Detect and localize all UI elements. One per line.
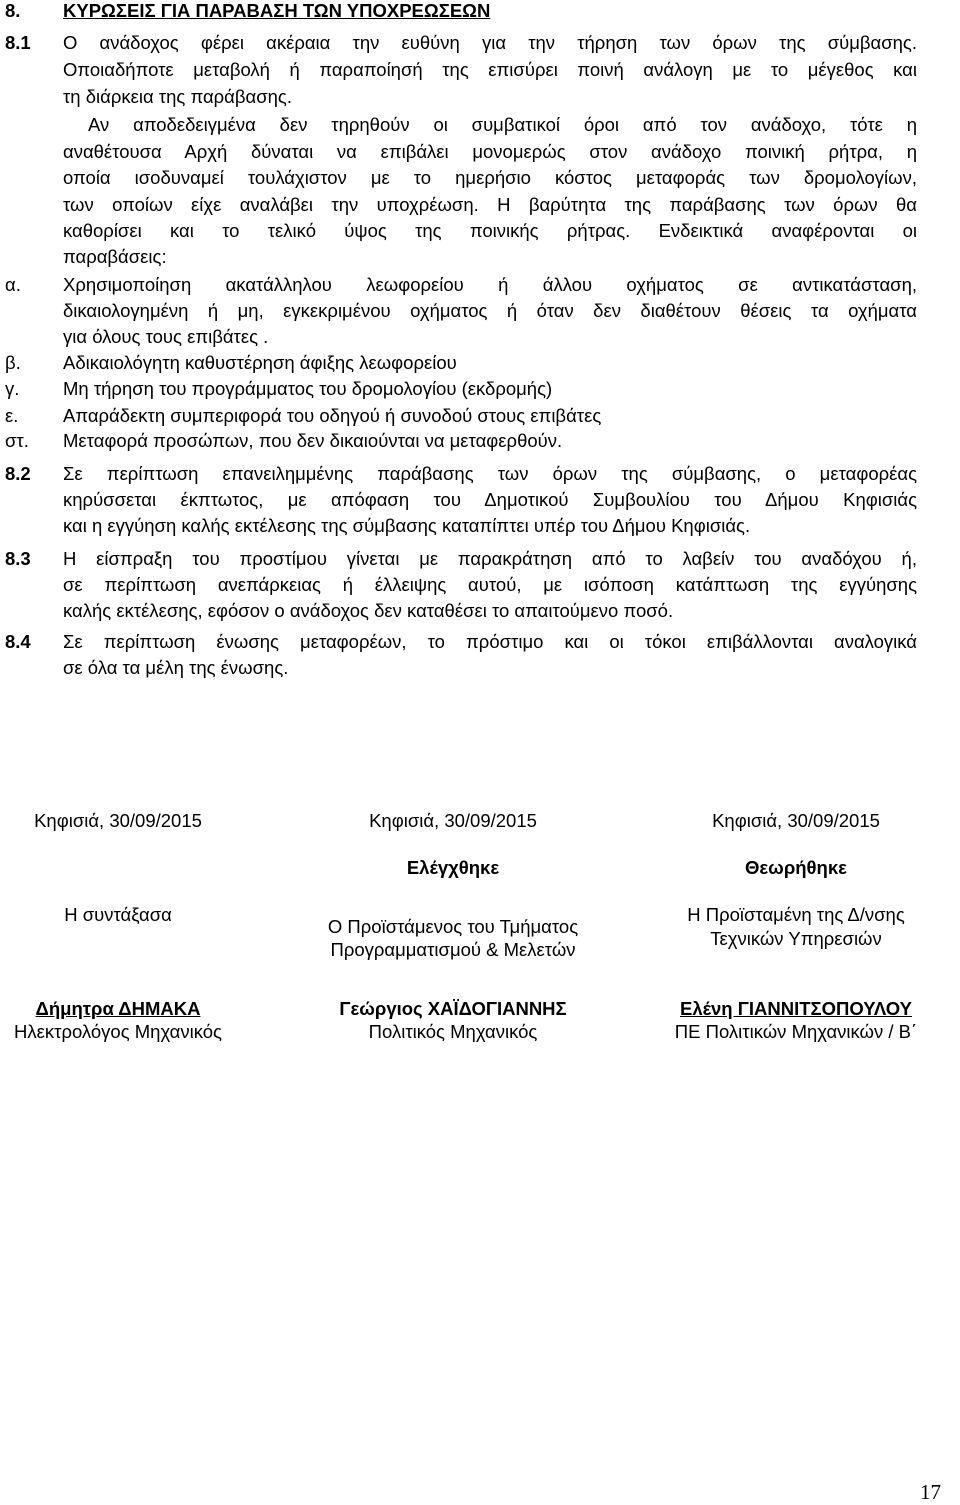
clause-number-8-4: 8.4 <box>5 631 31 652</box>
clause-8-2-line: κηρύσσεται έκπτωτος, με απόφαση του Δημοτικού Συμβουλίου του Δήμου Κηφισιάς <box>63 489 917 510</box>
signature-name: Ελένη ΓΙΑΝΝΙΤΣΟΠΟΥΛΟΥ <box>680 998 912 1019</box>
clause-8-1-para-line: των οποίων είχε αναλάβει την υποχρέωση. Η βαρύτητα της παράβασης των όρων θα <box>63 194 917 215</box>
violation-text: Μη τήρηση του προγράμματος του δρομολογίου (εκδρομής) <box>63 378 553 399</box>
clause-8-1-para-line: παραβάσεις: <box>63 246 167 267</box>
clause-8-4-line: σε όλα τα μέλη της ένωσης. <box>63 657 289 678</box>
signature-status: Θεωρήθηκε <box>745 857 847 878</box>
violation-label: ε. <box>5 405 19 426</box>
signature-role: Η Προϊσταμένη της Δ/νσης <box>687 904 905 925</box>
clause-number-8-1: 8.1 <box>5 32 31 53</box>
page-number: 17 <box>920 1480 941 1504</box>
violation-label: β. <box>5 352 21 373</box>
signature-date: Κηφισιά, 30/09/2015 <box>369 810 537 831</box>
clause-8-1-para-line: οποία ισοδυναμεί τουλάχιστον με το ημερήσιο κόστος μεταφοράς των δρομολογίων, <box>63 167 917 188</box>
clause-8-1-line: Οποιαδήποτε μεταβολή ή παραποίησή της επισύρει ποινή ανάλογη με το μέγεθος και <box>63 59 917 80</box>
signature-date: Κηφισιά, 30/09/2015 <box>712 810 880 831</box>
clause-8-1-line: Ο ανάδοχος φέρει ακέραια την ευθύνη για την τήρηση των όρων της σύμβασης. <box>63 32 917 53</box>
signature-title: ΠΕ Πολιτικών Μηχανικών / Β΄ <box>674 1021 918 1042</box>
violation-text: για όλους τους επιβάτες . <box>63 326 269 347</box>
violation-text: Αδικαιολόγητη καθυστέρηση άφιξης λεωφορείου <box>63 352 457 373</box>
signature-status: Ελέγχθηκε <box>406 857 500 878</box>
violation-label: γ. <box>5 378 20 399</box>
clause-8-3-line: σε περίπτωση ανεπάρκειας ή έλλειψης αυτού, με ισόποση κατάπτωση της εγγύησης <box>63 574 917 595</box>
violation-text: Χρησιμοποίηση ακατάλληλου λεωφορείου ή άλλου οχήματος σε αντικατάσταση, <box>63 274 917 295</box>
section-number: 8. <box>5 0 21 21</box>
signature-role: Η συντάξασα <box>64 904 172 925</box>
clause-8-1-para-line: Αν αποδεδειγμένα δεν τηρηθούν οι συμβατικοί όροι από τον ανάδοχο, τότε η <box>88 114 917 135</box>
violation-label: στ. <box>5 430 29 451</box>
section-title: ΚΥΡΩΣΕΙΣ ΓΙΑ ΠΑΡΑΒΑΣΗ ΤΩΝ ΥΠΟΧΡΕΩΣΕΩΝ <box>63 0 491 21</box>
signature-date: Κηφισιά, 30/09/2015 <box>34 810 202 831</box>
clause-8-2-line: Σε περίπτωση επανειλημμένης παράβασης των όρων της σύμβασης, ο μεταφορέας <box>63 463 917 484</box>
violation-text: Μεταφορά προσώπων, που δεν δικαιούνται να μεταφερθούν. <box>63 430 563 451</box>
signature-role: Ο Προϊστάμενος του Τμήματος <box>327 916 579 937</box>
signature-title: Πολιτικός Μηχανικός <box>368 1021 538 1042</box>
clause-8-1-para-line: αναθέτουσα Αρχή δύναται να επιβάλει μονομερώς στον ανάδοχο ποινική ρήτρα, η <box>63 141 917 162</box>
violation-text: δικαιολογημένη ή μη, εγκεκριμένου οχήματος ή όταν δεν διαθέτουν θέσεις τα οχήματα <box>63 300 917 321</box>
clause-number-8-2: 8.2 <box>5 463 31 484</box>
signature-name: Γεώργιος ΧΑΪΔΟΓΙΑΝΝΗΣ <box>339 998 567 1019</box>
clause-8-1-line: τη διάρκεια της παράβασης. <box>63 86 292 107</box>
signature-title: Ηλεκτρολόγος Μηχανικός <box>14 1021 222 1042</box>
signature-role: Προγραμματισμού & Μελετών <box>330 939 576 960</box>
signature-role: Τεχνικών Υπηρεσιών <box>710 928 882 949</box>
clause-number-8-3: 8.3 <box>5 548 31 569</box>
clause-8-3-line: Η είσπραξη του προστίμου γίνεται με παρακράτηση από το λαβείν του αναδόχου ή, <box>63 548 917 569</box>
violation-text: Απαράδεκτη συμπεριφορά του οδηγού ή συνοδού στους επιβάτες <box>63 405 602 426</box>
clause-8-3-line: καλής εκτέλεσης, εφόσον ο ανάδοχος δεν καταθέσει το απαιτούμενο ποσό. <box>63 600 674 621</box>
clause-8-1-para-line: καθορίσει και το τελικό ύψος της ποινικής ρήτρας. Ενδεικτικά αναφέρονται οι <box>63 220 917 241</box>
clause-8-2-line: και η εγγύηση καλής εκτέλεσης της σύμβασης καταπίπτει υπέρ του Δήμου Κηφισιάς. <box>63 515 751 536</box>
signature-name: Δήμητρα ΔΗΜΑΚΑ <box>35 998 201 1019</box>
clause-8-4-line: Σε περίπτωση ένωσης μεταφορέων, το πρόστιμο και οι τόκοι επιβάλλονται αναλογικά <box>63 631 917 652</box>
violation-label: α. <box>5 274 21 295</box>
